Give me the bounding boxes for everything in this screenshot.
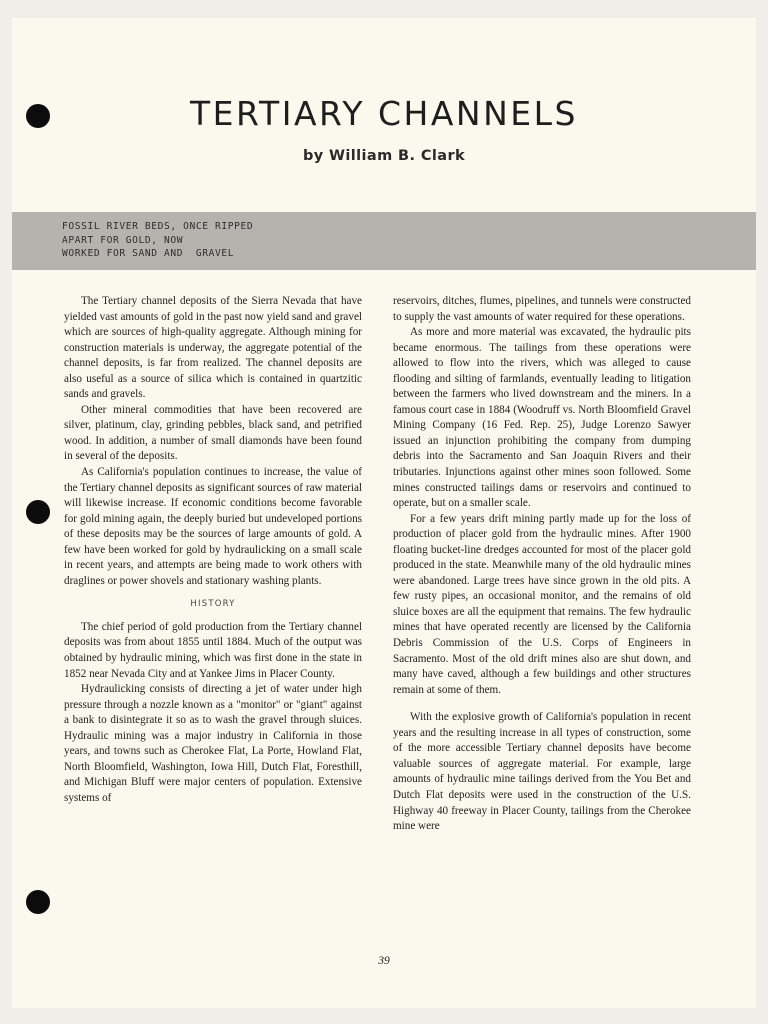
page-number: 39 (378, 955, 390, 967)
body-paragraph: Other mineral commodities that have been recovered are silver, platinum, clay, grinding pebbles, black sand, and petrified wood. In addition, a number of small diamonds have been found in several of the deposits. (64, 403, 362, 463)
right-column (393, 294, 691, 835)
body-paragraph: With the explosive growth of California's population in recent years and the resulting increase in all types of construction, some of the more accessible Tertiary channel deposits have become valuable sources of aggregate material. For example, large amounts of hydraulic mine tailings derived from the You Bet and Dutch Flat deposits were used in the construction of the U.S. Highway 40 freeway in Placer County, tailings from the Cherokee mine were (393, 711, 691, 833)
banner-line: WORKED FOR SAND AND GRAVEL (62, 248, 235, 259)
binder-hole-bottom (26, 890, 50, 914)
banner-line: APART FOR GOLD, NOW (62, 234, 184, 246)
body-paragraph: As California's population continues to increase, the value of the Tertiary channel deposits as significant sources of raw material will likewise increase. If economic conditions become favorable for gold mining again, the deeply buried but undeveloped portions of these deposits may be the sources of large amounts of gold. A few have been worked for gold by hydraulicking on a small scale in recent years, and attempts are being made to work others with draglines or power shovels and stationary washing plants. (64, 466, 362, 587)
banner-text (62, 220, 253, 261)
body-paragraph: As more and more material was excavated, the hydraulic pits became enormous. The tailings from these operations were allowed to flow into the rivers, which was alleged to cause flooding and silting of farmlands, eventually leading to litigation between the farmers who lived downstream and the miners. In a famous court case in 1884 (Woodruff vs. North Bloomfield Gravel Mining Company (16 Fed. Rep. 25), Judge Lorenzo Sawyer issued an injunction prohibiting the company from dumping debris into the Sacramento and San Joaquin Rivers and their tributaries. Injunctions against other mines soon followed. Some mines constructed tailings dams or reservoirs and continued to operate, but on a smaller scale. (393, 326, 691, 510)
body-paragraph: The Tertiary channel deposits of the Sierra Nevada that have yielded vast amounts of gold in the past now yield sand and gravel which are sources of high-quality aggregate. Although mining for construction materials is underway, the aggregate potential of the channel deposits, is far from realized. The channel deposits are also useful as a source of silica which is contained in quartzitic sands and gravels. (64, 295, 362, 401)
left-column (64, 294, 362, 807)
section-heading-history: HISTORY (190, 599, 236, 610)
banner-line: FOSSIL RIVER BEDS, ONCE RIPPED (62, 221, 254, 232)
body-paragraph: The chief period of gold production from the Tertiary channel deposits was from about 1855 until 1884. Much of the output was obtained by hydraulic mining, which was first done in the state in 1852 near Nevada City and at Yankee Jims in Placer County. (64, 620, 362, 680)
subtitle-banner (12, 212, 756, 270)
body-paragraph: Hydraulicking consists of directing a jet of water under high pressure through a nozzle known as a "monitor" or "giant" against a bank to disintegrate it so as to wash the gravel through sluices. Hydraulic mining was a major industry in California in those years, and towns such as Cherokee Flat, La Porte, Howland Flat, North Bloomfield, Washington, Iowa Hill, Dutch Flat, Foresthill, and Michigan Bluff were major centers of population. Extensive systems of (64, 683, 362, 804)
binder-hole-middle (26, 500, 50, 524)
body-paragraph: reservoirs, ditches, flumes, pipelines, and tunnels were constructed to supply the vast amounts of water required for these operations. (393, 295, 691, 323)
document-page (12, 18, 756, 1008)
paragraph-gap (393, 698, 691, 710)
body-paragraph: For a few years drift mining partly made up for the loss of production of placer gold from the hydraulic mines. After 1900 floating bucket-line dredges accounted for most of the placer gold produced in the state. Meanwhile many of the old hydraulic mines were abandoned. Large trees have since grown in the old pits. A few rusty pipes, an occasional monitor, and the remains of old sluice boxes are all the equipment that remains. The few hydraulic mines that have operated recently are licensed by the California Debris Commission of the U.S. Corps of Engineers in Sacramento. Most of the old drift mines also are shut down, and many have caved, although a few buildings and other structures remain at some of them. (393, 512, 691, 696)
article-byline: by William B. Clark (302, 148, 466, 164)
article-title: TERTIARY CHANNELS (190, 94, 578, 133)
